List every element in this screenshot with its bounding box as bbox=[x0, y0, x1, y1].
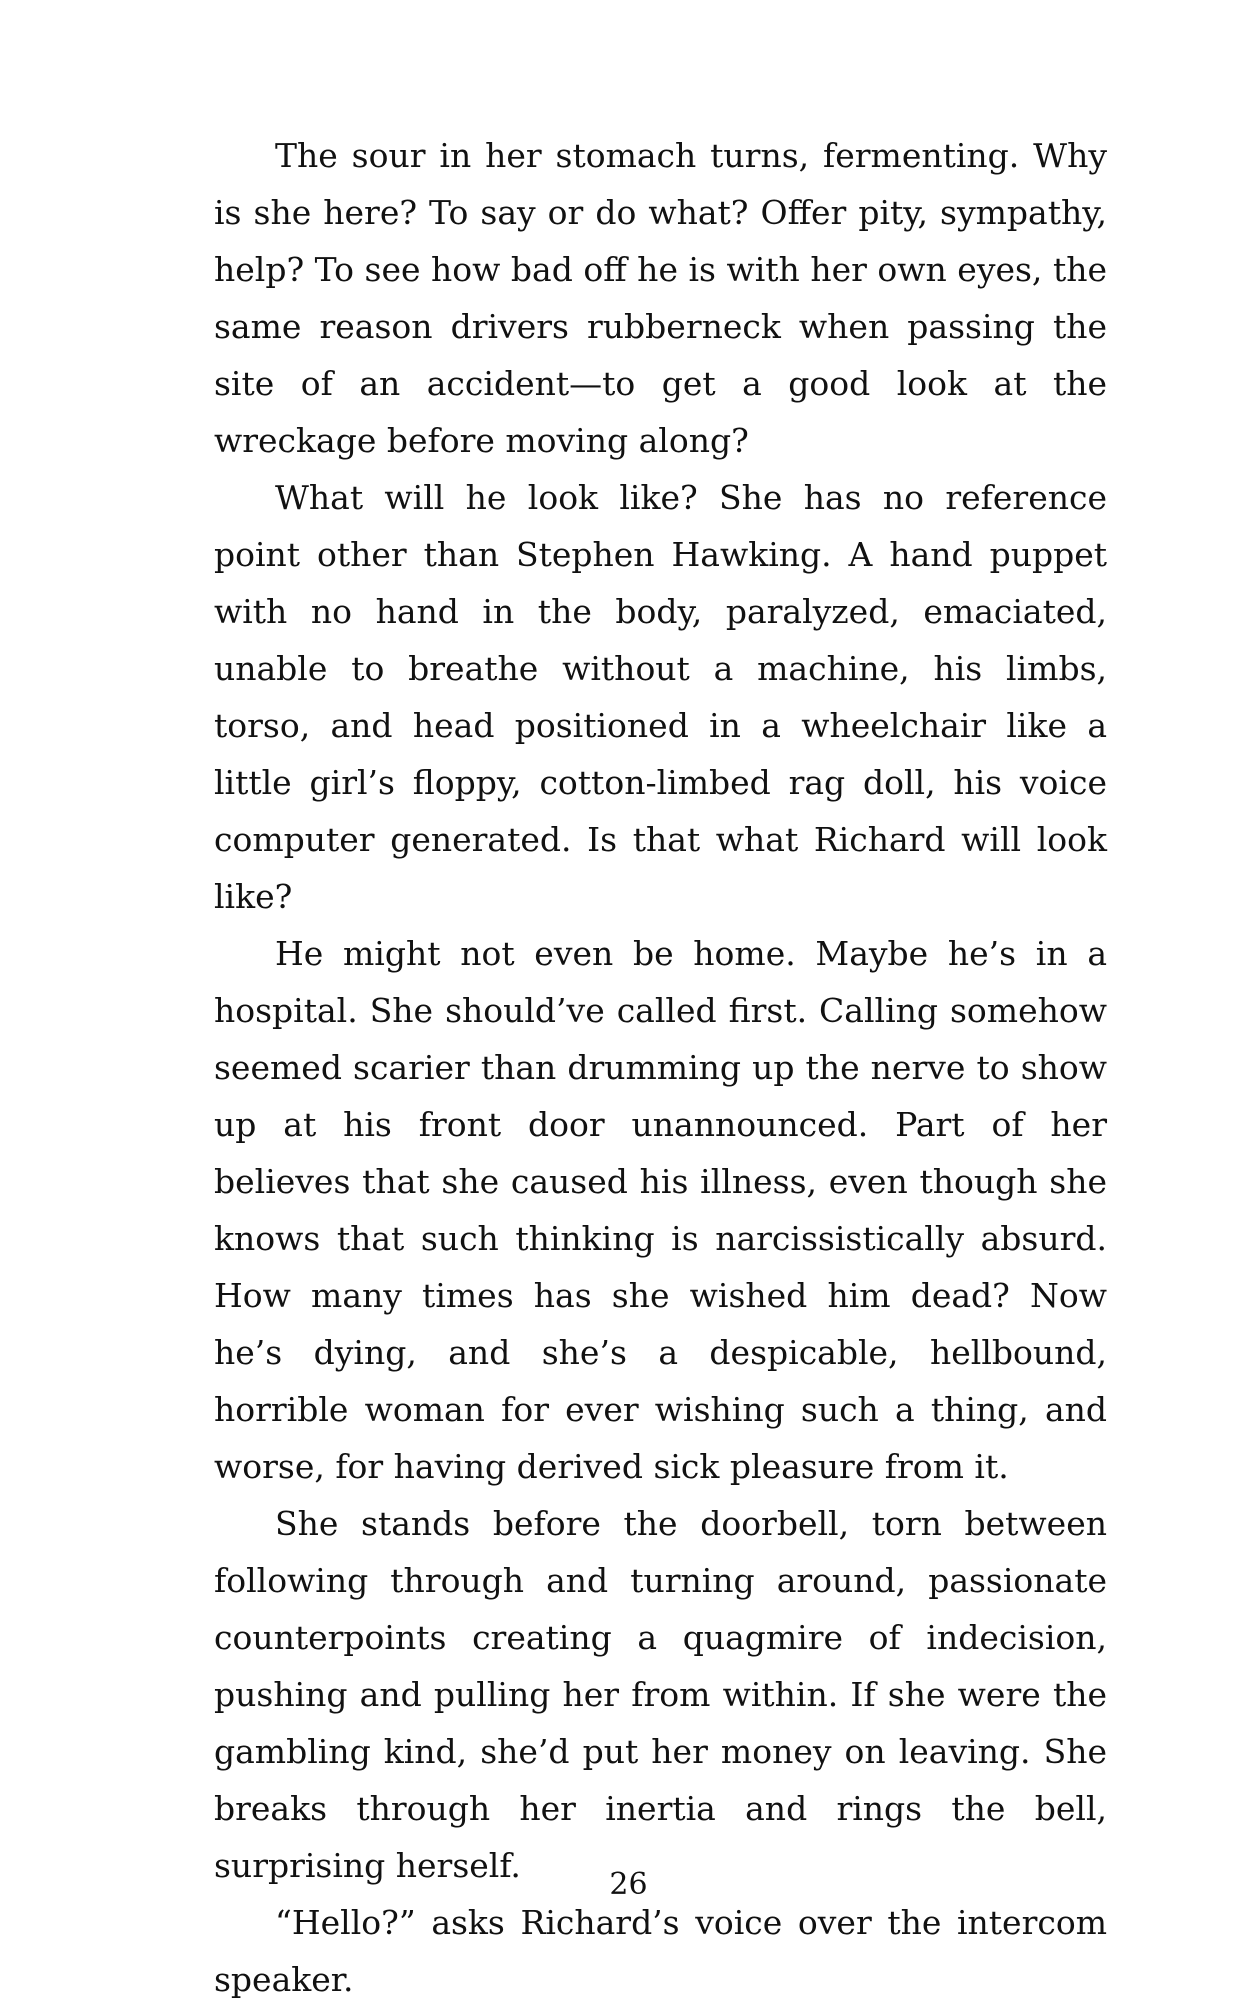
paragraph-3: He might not even be home. Maybe he’s in a hospital. She should’ve called first. Calling somehow seemed scarier than drumming up the nerve to show up at his front door unannounced. Part of her believes that she caused his illness, even though she knows that such thinking is narcissistically absurd. How many times has she wished him dead? Now he’s dying, and she’s a despicable, hellbound, horrible woman for ever wishing such a thing, and worse, for having derived sick pleasure from it. bbox=[214, 934, 1107, 1486]
page-number: 26 bbox=[609, 1867, 648, 1902]
paragraph-5: “Hello?” asks Richard’s voice over the intercom speaker. bbox=[214, 1903, 1107, 1999]
paragraph-4: She stands before the doorbell, torn between following through and turning around, passionate counterpoints creating a quagmire of indecision, pushing and pulling her from within. If she were the gambling kind, she’d put her money on leaving. She breaks through her inertia and rings the bell, surprising herself. bbox=[214, 1504, 1107, 1885]
paragraph-2: What will he look like? She has no reference point other than Stephen Hawking. A hand puppet with no hand in the body, paralyzed, emaciated, unable to breathe without a machine, his limbs, torso, and head positioned in a wheelchair like a little girl’s floppy, cotton-limbed rag doll, his voice computer generated. Is that what Richard will look like? bbox=[214, 478, 1107, 916]
body-text bbox=[214, 127, 1107, 2000]
paragraph-1: The sour in her stomach turns, fermenting. Why is she here? To say or do what? Offer pity, sympathy, help? To see how bad off he is with her own eyes, the same reason drivers rubberneck when passing the site of an accident—to get a good look at the wreckage before moving along? bbox=[214, 136, 1107, 460]
